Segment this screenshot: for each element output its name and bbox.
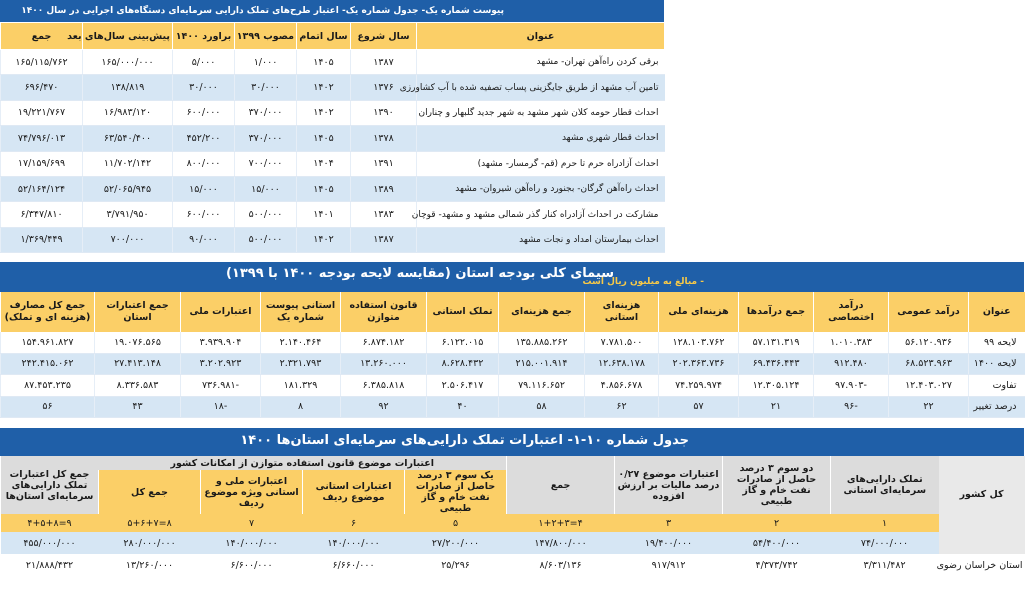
table1-grid <box>0 22 665 253</box>
project-name: احداث قطار شهری مشهد <box>417 126 665 151</box>
table-cell: ۱۲۸.۱۰۳.۷۶۲ <box>659 332 739 353</box>
table-cell: ۳/۷۹۱/۹۵۰ <box>83 202 173 227</box>
table-cell: ۱۴۰۵ <box>297 126 351 151</box>
table-cell: ۵۲/۰۶۵/۹۴۵ <box>83 176 173 201</box>
t1-column-header: سال اتمام <box>297 23 351 50</box>
table-cell: ۱۹.۰۷۶.۵۶۵ <box>95 332 181 353</box>
table-cell: ۱۳.۲۶۰.۰۰۰ <box>341 353 427 375</box>
column-index: ۹=۴+۵+۸ <box>1 514 99 532</box>
country-total-cell: ۴۵۵/۰۰۰/۰۰۰ <box>1 532 99 554</box>
table-cell: ۶/۳۴۷/۸۱۰ <box>1 202 83 227</box>
table-cell: ۱۶۵/۱۱۵/۷۶۲ <box>1 50 83 75</box>
project-name: احداث راه‌آهن گرگان- بجنورد و راه‌آهن شیروان- مشهد <box>417 176 665 201</box>
province-cell: ۱۳/۲۶۰/۰۰۰ <box>99 554 201 576</box>
row-label: لایحه ۱۴۰۰ <box>969 353 1025 375</box>
table-cell: -۱۸ <box>181 396 261 418</box>
table-cell: ۷.۷۸۱.۵۰۰ <box>585 332 659 353</box>
province-cell: ۸/۶۰۳/۱۳۶ <box>507 554 615 576</box>
table-cell: -۹۷.۹۰۳ <box>814 375 889 397</box>
t3-header: دو سوم ۳ درصد حاصل از صادرات نفت خام و گاز طبیعی <box>723 456 831 514</box>
column-index: ۳ <box>615 514 723 532</box>
table-cell: ۳.۲۰۲.۹۲۳ <box>181 353 261 375</box>
province-cell: ۲۱/۸۸۸/۴۳۲ <box>1 554 99 576</box>
column-index: ۴=۱+۲+۳ <box>507 514 615 532</box>
t1-column-header: براورد ۱۴۰۰ <box>173 23 235 50</box>
table-cell: ۱۳۹۱ <box>351 151 417 176</box>
t2-column-header: درآمد اختصاصی <box>814 292 889 332</box>
t2-column-header: درآمد عمومی <box>889 292 969 332</box>
table-cell: ۱۳۸۷ <box>351 50 417 75</box>
province-cell: ۲۵/۲۹۶ <box>405 554 507 576</box>
table-cell: ۱۳۸/۸۱۹ <box>83 75 173 100</box>
table-cell: ۱۷/۱۵۹/۶۹۹ <box>1 151 83 176</box>
table-cell: ۵۶ <box>1 396 95 418</box>
t1-column-header: جمع <box>1 23 83 50</box>
table-cell: ۲۴۲.۴۱۵.۰۶۲ <box>1 353 95 375</box>
t3-header: اعتبارات استانی موضوع ردیف <box>303 470 405 514</box>
table2-grid <box>0 292 1025 418</box>
project-name: برقی کردن راه‌آهن تهران- مشهد <box>417 50 665 75</box>
province-cell: ۹۱۷/۹۱۲ <box>615 554 723 576</box>
column-index: ۵ <box>405 514 507 532</box>
table-cell: ۱۲.۶۳۸.۱۷۸ <box>585 353 659 375</box>
table-cell: ۳۰/۰۰۰ <box>235 75 297 100</box>
table-cell: ۶۹.۴۳۶.۴۴۳ <box>739 353 814 375</box>
table-row <box>1 396 1025 418</box>
column-index: ۶ <box>303 514 405 532</box>
project-name: احداث آزادراه حرم تا حرم (قم- گرمسار- مشهد) <box>417 151 665 176</box>
table-cell: ۳۷۰/۰۰۰ <box>235 126 297 151</box>
table-cell: ۶۲ <box>585 396 659 418</box>
province-cell: ۳/۳۱۱/۴۸۲ <box>831 554 939 576</box>
table-cell: ۱۸۱.۳۲۹ <box>261 375 341 397</box>
table-cell: ۱۴۰۴ <box>297 151 351 176</box>
table-cell: ۴۵۲/۲۰۰ <box>173 126 235 151</box>
table1-title: پیوست شماره یک- جدول شماره یک- اعتبار طرح‌های تملک دارایی سرمایه‌ای دستگاه‌های اجرایی در سال ۱۴۰۰ <box>0 0 664 22</box>
table-cell: ۸ <box>261 396 341 418</box>
table-cell: ۶.۸۷۴.۱۸۲ <box>341 332 427 353</box>
column-index: ۸=۵+۶+۷ <box>99 514 201 532</box>
table-cell: ۱۲.۴۰۳.۰۲۷ <box>889 375 969 397</box>
table-cell: ۶.۳۸۵.۸۱۸ <box>341 375 427 397</box>
t2-column-header: جمع درآمدها <box>739 292 814 332</box>
table-row <box>1 202 665 227</box>
t2-column-header: استانی پیوست شماره یک <box>261 292 341 332</box>
row-label: تفاوت <box>969 375 1025 397</box>
table-cell: ۶۰۰/۰۰۰ <box>173 202 235 227</box>
project-name: احداث بیمارستان امداد و نجات مشهد <box>417 227 665 252</box>
column-index: ۲ <box>723 514 831 532</box>
table-cell: ۱۴۰۵ <box>297 176 351 201</box>
t3-header: اعتبارات ملی و استانی ویژه موضوع ردیف <box>201 470 303 514</box>
table-cell: -۹۶ <box>814 396 889 418</box>
province-label: استان خراسان رضوی <box>939 554 1025 576</box>
country-total-cell: ۲۷/۲۰۰/۰۰۰ <box>405 532 507 554</box>
table-cell: ۵۷ <box>659 396 739 418</box>
table-cell: ۱۴۰۲ <box>297 100 351 125</box>
table-cell: ۴۰ <box>427 396 499 418</box>
table-row <box>1 332 1025 353</box>
table-cell: ۲۰۲.۳۶۳.۷۳۶ <box>659 353 739 375</box>
project-name: تامین آب مشهد از طریق جایگزینی پساب تصفیه شده با آب کشاورزی <box>417 75 665 100</box>
t3-header: اعتبارات موضوع ۰/۲۷ درصد مالیات بر ارزش افزوده <box>615 456 723 514</box>
table-cell: ۵۰۰/۰۰۰ <box>235 202 297 227</box>
table3-title: جدول شماره ۱۰-۱- اعتبارات تملک دارایی‌های سرمایه‌ای استان‌ها ۱۴۰۰ <box>240 433 689 448</box>
table-cell: ۷۹.۱۱۶.۶۵۲ <box>499 375 585 397</box>
table-cell: ۱۴۰۲ <box>297 227 351 252</box>
table-cell: ۷۴.۲۵۹.۹۷۴ <box>659 375 739 397</box>
t3-header: جمع <box>507 456 615 514</box>
table-cell: ۱۴۰۵ <box>297 50 351 75</box>
table-cell: ۴.۸۵۶.۶۷۸ <box>585 375 659 397</box>
table-cell: ۱/۰۰۰ <box>235 50 297 75</box>
table-cell: ۵۶.۱۲۰.۹۳۶ <box>889 332 969 353</box>
table-cell: ۷۴/۷۹۶/۰۱۳ <box>1 126 83 151</box>
t1-column-header: عنوان <box>417 23 665 50</box>
table-cell: ۶۹۶/۴۷۰ <box>1 75 83 100</box>
table-cell: ۱۴۰۲ <box>297 75 351 100</box>
t2-column-header: تملک استانی <box>427 292 499 332</box>
table-cell: ۵۸ <box>499 396 585 418</box>
row-label: درصد تغییر <box>969 396 1025 418</box>
table-cell: ۱۳۹۰ <box>351 100 417 125</box>
table-row <box>1 50 665 75</box>
province-cell: ۶/۶۰۰/۰۰۰ <box>201 554 303 576</box>
table-cell: ۱۴۰۱ <box>297 202 351 227</box>
project-name: مشارکت در احداث آزادراه کنار گذر شمالی مشهد و مشهد- قوچان <box>417 202 665 227</box>
table3-title-band <box>0 428 1024 456</box>
country-total-cell: ۱۴۰/۰۰۰/۰۰۰ <box>201 532 303 554</box>
table-cell: ۸۷.۴۵۳.۲۳۵ <box>1 375 95 397</box>
t1-column-header: مصوب ۱۳۹۹ <box>235 23 297 50</box>
table-cell: ۱۵/۰۰۰ <box>235 176 297 201</box>
t1-column-header: سال شروع <box>351 23 417 50</box>
t2-column-header: جمع کل مصارف (هزینه ای و تملک) <box>1 292 95 332</box>
table-cell: ۱۳۷۶ <box>351 75 417 100</box>
t3-header: تملک دارایی‌های سرمایه‌ای استانی <box>831 456 939 514</box>
table-cell: ۵۷.۱۳۱.۳۱۹ <box>739 332 814 353</box>
table-cell: ۲۱۵.۰۰۱.۹۱۴ <box>499 353 585 375</box>
province-budget-table <box>0 262 1024 415</box>
table-cell: ۹۱۲.۴۸۰ <box>814 353 889 375</box>
table-cell: ۱۶/۹۸۳/۱۲۰ <box>83 100 173 125</box>
table-cell: ۲.۵۰۶.۴۱۷ <box>427 375 499 397</box>
row-label: لایحه ۹۹ <box>969 332 1025 353</box>
table-cell: ۱۵۴.۹۶۱.۸۲۷ <box>1 332 95 353</box>
table-cell: ۷۰۰/۰۰۰ <box>83 227 173 252</box>
table-cell: ۶۰۰/۰۰۰ <box>173 100 235 125</box>
table-cell: ۹۲ <box>341 396 427 418</box>
table-cell: ۱۵/۰۰۰ <box>173 176 235 201</box>
table-cell: -۷۳۶.۹۸۱ <box>181 375 261 397</box>
table2-subtitle: - مبالغ به میلیون ریال است <box>582 277 704 287</box>
t2-column-header: هزینه‌ای ملی <box>659 292 739 332</box>
table-cell: ۲۲ <box>889 396 969 418</box>
column-index: ۷ <box>201 514 303 532</box>
table-row <box>1 75 665 100</box>
table-row <box>1 353 1025 375</box>
table-cell: ۵۲/۱۶۴/۱۲۴ <box>1 176 83 201</box>
table-cell: ۸۰۰/۰۰۰ <box>173 151 235 176</box>
table-cell: ۶۳/۵۴۰/۴۰۰ <box>83 126 173 151</box>
table-cell: ۱۳۸۷ <box>351 227 417 252</box>
table-cell: ۳۰/۰۰۰ <box>173 75 235 100</box>
table-cell: ۲.۳۲۱.۷۹۳ <box>261 353 341 375</box>
table-cell: ۵/۰۰۰ <box>173 50 235 75</box>
table-cell: ۸.۳۳۶.۵۸۳ <box>95 375 181 397</box>
table-cell: ۴۳ <box>95 396 181 418</box>
table-row <box>1 375 1025 397</box>
table-cell: ۱۲.۳۰۵.۱۲۴ <box>739 375 814 397</box>
table-cell: ۸.۶۲۸.۴۳۲ <box>427 353 499 375</box>
table-cell: ۱۶۵/۰۰۰/۰۰۰ <box>83 50 173 75</box>
table-cell: ۱/۳۶۹/۴۴۹ <box>1 227 83 252</box>
table-cell: ۶۸.۵۲۳.۹۶۳ <box>889 353 969 375</box>
table-cell: ۱۳۸۳ <box>351 202 417 227</box>
table3-grid <box>0 456 1025 576</box>
table-cell: ۵۰۰/۰۰۰ <box>235 227 297 252</box>
t3-header: جمع کل <box>99 470 201 514</box>
country-total-cell: ۷۴/۰۰۰/۰۰۰ <box>831 532 939 554</box>
t2-column-header: عنوان <box>969 292 1025 332</box>
t1-column-header: پیش‌بینی سال‌های بعد <box>83 23 173 50</box>
table-row <box>1 126 665 151</box>
table-row <box>1 176 665 201</box>
table-cell: ۲۱ <box>739 396 814 418</box>
table-cell: ۱۱/۷۰۲/۱۴۲ <box>83 151 173 176</box>
t3-header: جمع کل اعتبارات تملک دارایی‌های سرمایه‌ای استان‌ها <box>1 456 99 514</box>
province-cell: ۶/۶۶۰/۰۰۰ <box>303 554 405 576</box>
t2-column-header: هزینه‌ای استانی <box>585 292 659 332</box>
province-cell: ۴/۳۷۳/۷۴۲ <box>723 554 831 576</box>
table-cell: ۷۰۰/۰۰۰ <box>235 151 297 176</box>
table-row <box>1 227 665 252</box>
country-total-cell: ۵۴/۴۰۰/۰۰۰ <box>723 532 831 554</box>
t2-column-header: قانون استفاده متوازن <box>341 292 427 332</box>
table2-title: سیمای کلی بودجه استان (مقایسه لایحه بودجه ۱۴۰۰ با ۱۳۹۹) <box>225 266 614 281</box>
table-cell: ۱۳۵.۸۸۵.۲۶۲ <box>499 332 585 353</box>
table-cell: ۶.۱۲۲.۰۱۵ <box>427 332 499 353</box>
t3-group-header: اعتبارات موضوع قانون استفاده متوازن از امکانات کشور <box>99 456 507 470</box>
column-index: ۱ <box>831 514 939 532</box>
table-cell: ۱۳۷۸ <box>351 126 417 151</box>
table-row <box>1 151 665 176</box>
table2-title-band <box>0 262 1024 292</box>
table-cell: ۱۹/۲۲۱/۷۶۷ <box>1 100 83 125</box>
capital-projects-table <box>0 0 664 250</box>
project-name: احداث قطار حومه کلان شهر مشهد به شهر جدید گلبهار و چناران <box>417 100 665 125</box>
table-cell: ۳.۹۳۹.۹۰۴ <box>181 332 261 353</box>
t2-column-header: اعتبارات ملی <box>181 292 261 332</box>
table-cell: ۱.۰۱۰.۳۸۳ <box>814 332 889 353</box>
table-cell: ۲۷.۴۱۳.۱۴۸ <box>95 353 181 375</box>
country-total-cell: ۱۴۰/۰۰۰/۰۰۰ <box>303 532 405 554</box>
province-capital-credits-table <box>0 428 1024 597</box>
t3-header: یک سوم ۳ درصد حاصل از صادرات نفت خام و گاز طبیعی <box>405 470 507 514</box>
table-cell: ۹۰/۰۰۰ <box>173 227 235 252</box>
country-label: کل کشور <box>939 456 1025 532</box>
table-cell: ۳۷۰/۰۰۰ <box>235 100 297 125</box>
t2-column-header: جمع هزینه‌ای <box>499 292 585 332</box>
country-total-cell: ۱۹/۴۰۰/۰۰۰ <box>615 532 723 554</box>
country-total-cell: ۲۸۰/۰۰۰/۰۰۰ <box>99 532 201 554</box>
table-row <box>1 100 665 125</box>
t2-column-header: جمع اعتبارات استان <box>95 292 181 332</box>
table-cell: ۲.۱۴۰.۴۶۴ <box>261 332 341 353</box>
country-total-cell: ۱۴۷/۸۰۰/۰۰۰ <box>507 532 615 554</box>
table-cell: ۱۳۸۹ <box>351 176 417 201</box>
